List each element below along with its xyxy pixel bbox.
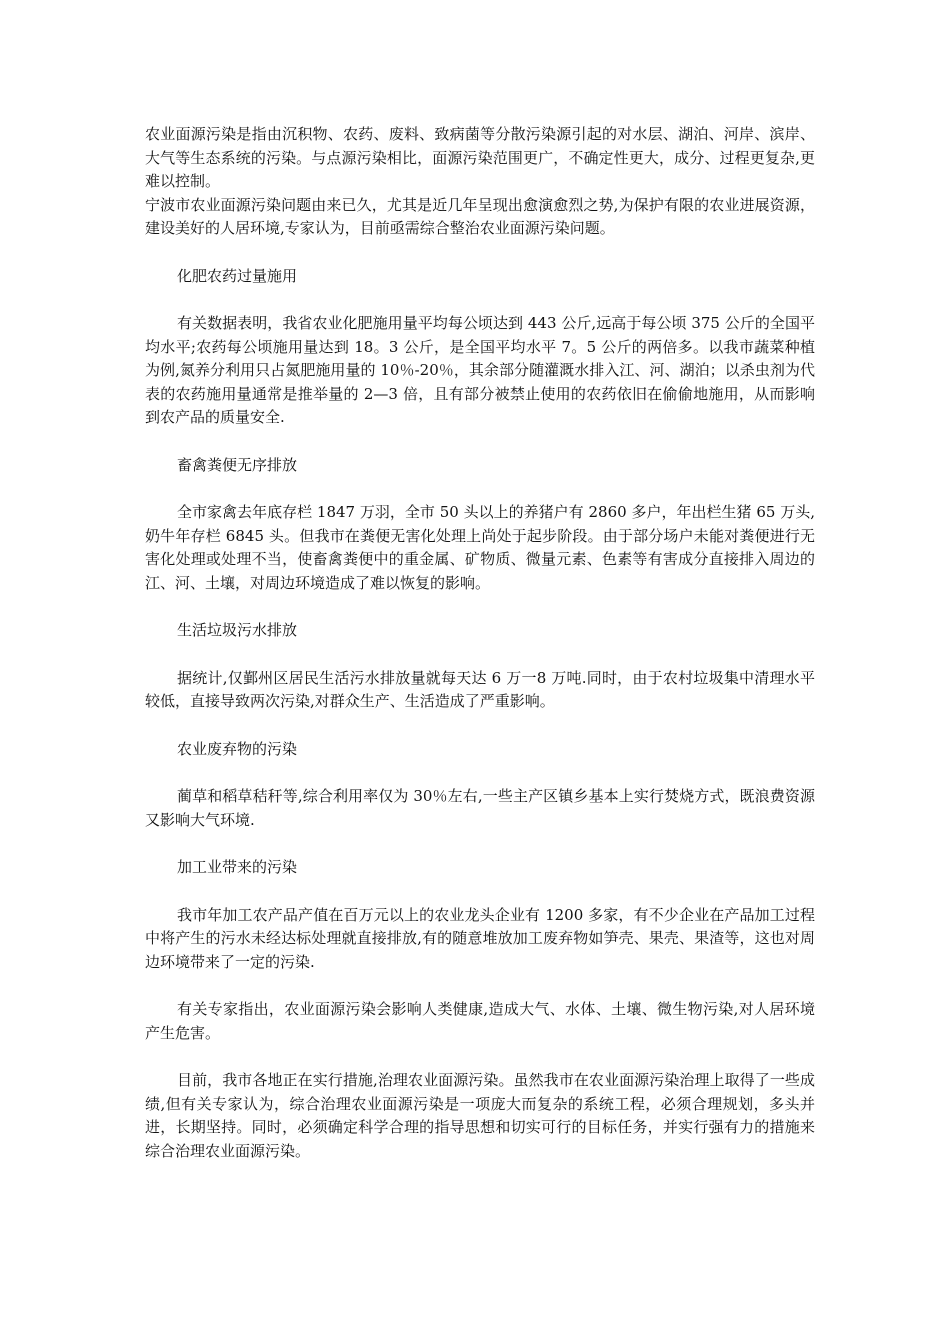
paragraph-sewage: 据统计,仅鄞州区居民生活污水排放量就每天达 6 万一8 万吨.同时，由于农村垃圾集中清理水平较低，直接导致两次污染,对群众生产、生活造成了严重影响。 (145, 668, 815, 710)
section-heading-livestock: 畜禽粪便无序排放 (177, 455, 298, 474)
document-body (145, 123, 815, 1187)
paragraph-fertilizer: 有关数据表明，我省农业化肥施用量平均每公顷达到 443 公斤,远高于每公顷 375 公斤的全国平均水平;农药每公顷施用量达到 18。3 公斤，是全国平均水平 7。5 公斤的两倍多。以我市蔬菜种植为例,氮养分利用只占氮肥施用量的 10％-20％，其余部分随灌溉水排入江、河、湖泊；以杀虫剂为代表的农药施用量通常是推举量的 2—3 倍，且有部分被禁止使用的农药依旧在偷偷地施用，从而影响到农产品的质量安全. (145, 314, 815, 426)
paragraph-livestock: 全市家禽去年底存栏 1847 万羽，全市 50 头以上的养猪户有 2860 多户，年出栏生猪 65 万头,奶牛年存栏 6845 头。但我市在粪便无害化处理上尚处于起步阶段。由于部分场户未能对粪便进行无害化处理或处理不当，使畜禽粪便中的重金属、矿物质、微量元素、色素等有害成分直接排入周边的江、河、土壤，对周边环境造成了难以恢复的影响。 (145, 503, 815, 592)
paragraph-processing: 我市年加工农产品产值在百万元以上的农业龙头企业有 1200 多家，有不少企业在产品加工过程中将产生的污水未经达标处理就直接排放,有的随意堆放加工废弃物如笋壳、果壳、果渣等，这也对周边环境带来了一定的污染. (145, 905, 815, 971)
spacer (145, 241, 815, 265)
section-heading-fertilizer: 化肥农药过量施用 (177, 266, 298, 285)
section-heading-processing: 加工业带来的污染 (177, 858, 298, 876)
paragraph-conclusion: 目前，我市各地正在实行措施,治理农业面源污染。虽然我市在农业面源污染治理上取得了一些成绩,但有关专家认为，综合治理农业面源污染是一项庞大而复杂的系统工程，必须合理规划，多头并进，长期坚持。同时，必须确定科学合理的指导思想和切实可行的目标任务，并实行强有力的措施来综合治理农业面源污染。 (145, 1071, 815, 1160)
section-heading-waste: 农业废弃物的污染 (177, 739, 298, 758)
intro-paragraph-definition: 农业面源污染是指由沉积物、农药、废料、致病菌等分散污染源引起的对水层、湖泊、河岸、滨岸、大气等生态系统的污染。与点源污染相比，面源污染范围更广，不确定性更大，成分、过程更复杂,更难以控制。 (145, 125, 815, 190)
section-heading-sewage: 生活垃圾污水排放 (177, 621, 298, 639)
intro-paragraph-ningbo: 宁波市农业面源污染问题由来已久，尤其是近几年呈现出愈演愈烈之势,为保护有限的农业进展资源，建设美好的人居环境,专家认为，目前亟需综合整治农业面源污染问题。 (145, 195, 815, 237)
paragraph-expert-view: 有关专家指出，农业面源污染会影响人类健康,造成大气、水体、土壤、微生物污染,对人居环境产生危害。 (145, 1000, 815, 1042)
paragraph-waste: 蔺草和稻草秸秆等,综合利用率仅为 30％左右,一些主产区镇乡基本上实行焚烧方式，既浪费资源又影响大气环境. (145, 787, 815, 829)
